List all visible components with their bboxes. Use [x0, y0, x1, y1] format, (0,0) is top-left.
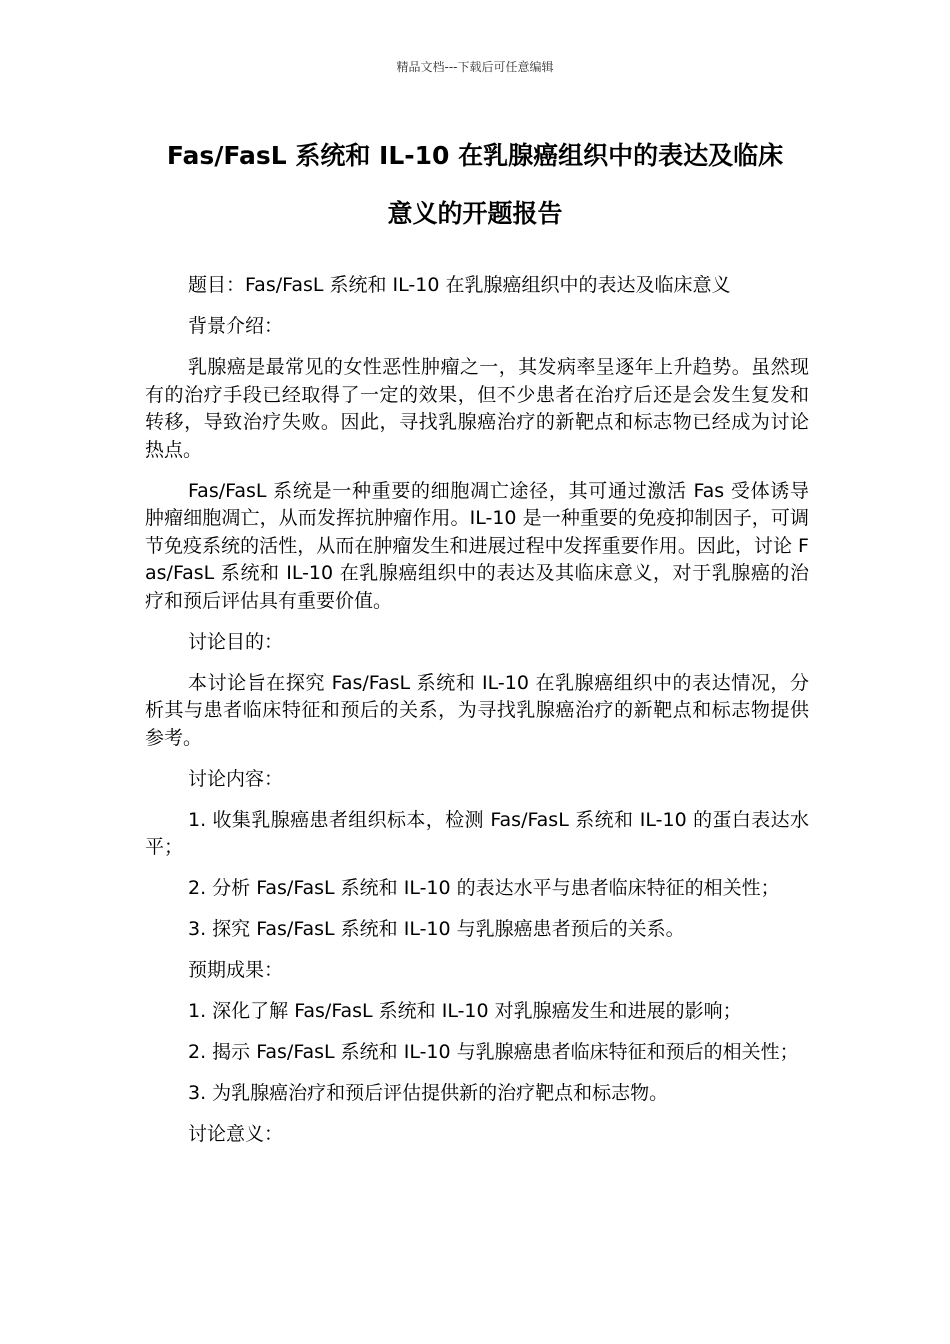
results-item-2: 2. 揭示 Fas/FasL 系统和 IL-10 与乳腺癌患者临床特征和预后的相关性；	[188, 1041, 799, 1063]
header-note: 精品文档---下载后可任意编辑	[396, 60, 554, 74]
content-item-1: 1. 收集乳腺癌患者组织标本，检测 Fas/FasL 系统和 IL-10 的蛋白表达水平；	[145, 808, 809, 858]
background-heading: 背景介绍：	[188, 315, 284, 337]
document-title-line-1: Fas/FasL 系统和 IL-10 在乳腺癌组织中的表达及临床	[166, 141, 784, 170]
document-body	[145, 272, 809, 1162]
content-item-2: 2. 分析 Fas/FasL 系统和 IL-10 的表达水平与患者临床特征的相关性；	[188, 877, 780, 899]
results-item-1: 1. 深化了解 Fas/FasL 系统和 IL-10 对乳腺癌发生和进展的影响；	[188, 1000, 742, 1022]
results-item-3: 3. 为乳腺癌治疗和预后评估提供新的治疗靶点和标志物。	[188, 1082, 669, 1104]
document-title-line-2: 意义的开题报告	[387, 199, 563, 228]
results-heading: 预期成果：	[188, 959, 284, 981]
content-heading: 讨论内容：	[188, 767, 284, 790]
significance-heading: 讨论意义：	[188, 1123, 284, 1145]
background-paragraph-1: 乳腺癌是最常见的女性恶性肿瘤之一，其发病率呈逐年上升趋势。虽然现有的治疗手段已经取得了一定的效果，但不少患者在治疗后还是会发生复发和转移，导致治疗失败。因此，寻找乳腺癌治疗的新靶点和标志物已经成为讨论热点。	[145, 356, 809, 461]
purpose-heading: 讨论目的：	[188, 630, 284, 653]
topic-line: 题目：Fas/FasL 系统和 IL-10 在乳腺癌组织中的表达及临床意义	[188, 274, 731, 296]
purpose-paragraph: 本讨论旨在探究 Fas/FasL 系统和 IL-10 在乳腺癌组织中的表达情况，分析其与患者临床特征和预后的关系，为寻找乳腺癌治疗的新靶点和标志物提供参考。	[145, 671, 809, 749]
content-item-3: 3. 探究 Fas/FasL 系统和 IL-10 与乳腺癌患者预后的关系。	[188, 918, 685, 940]
background-paragraph-2: Fas/FasL 系统是一种重要的细胞凋亡途径，其可通过激活 Fas 受体诱导肿瘤细胞凋亡，从而发挥抗肿瘤作用。IL-10 是一种重要的免疫抑制因子，可调节免疫系统的活性，从而在肿瘤发生和进展过程中发挥重要作用。因此，讨论 Fas/FasL 系统和 IL-10 在乳腺癌组织中的表达及其临床意义，对于乳腺癌的治疗和预后评估具有重要价值。	[145, 479, 809, 612]
